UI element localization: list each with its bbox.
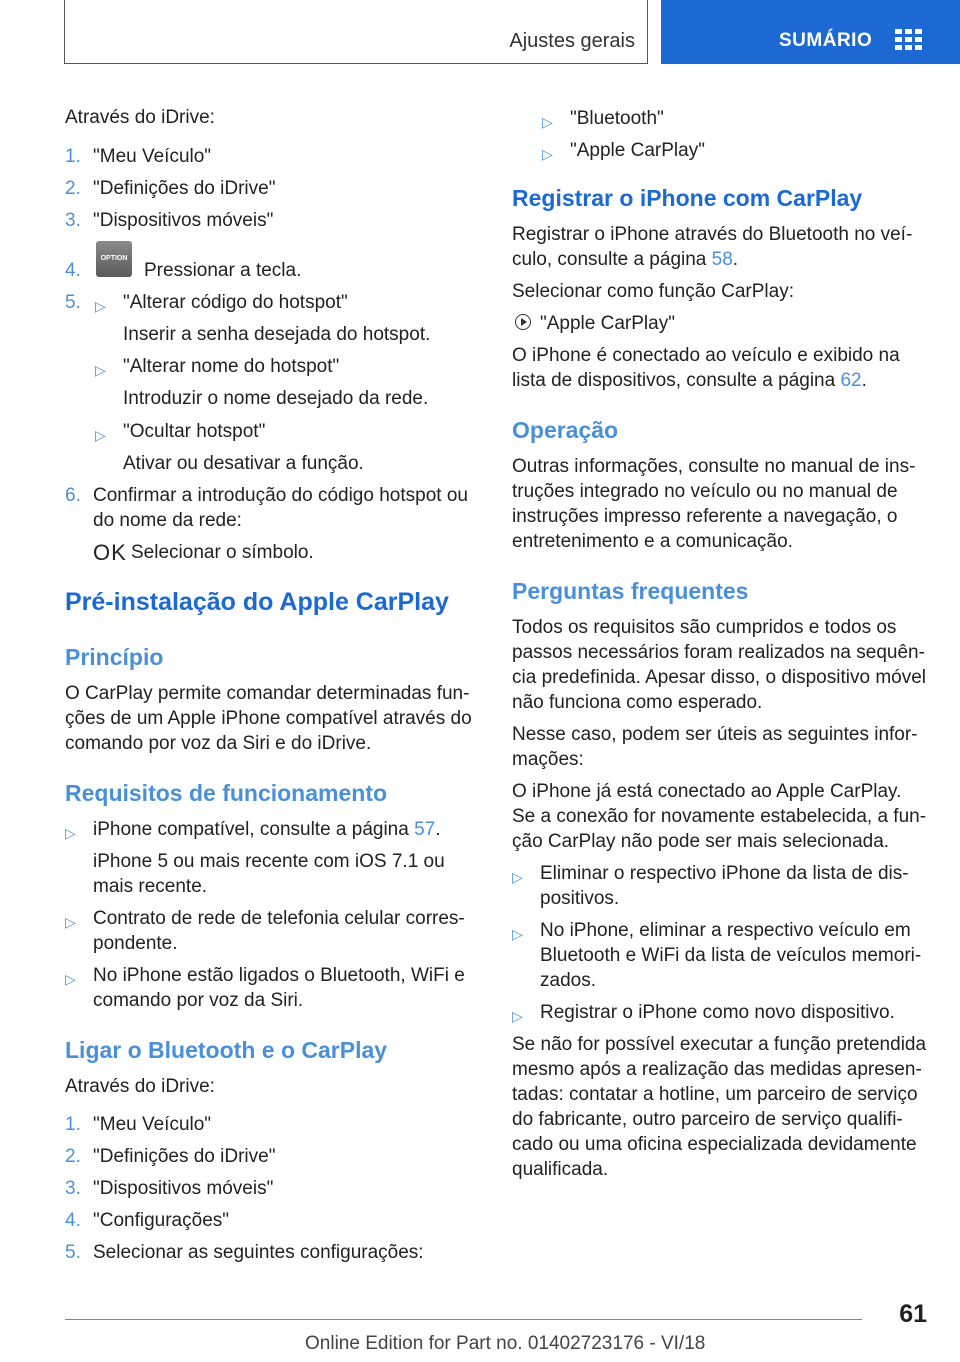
toc-button[interactable] — [661, 0, 960, 64]
play-icon — [515, 314, 531, 330]
heading-preinstallation: Pré-instalação do Apple CarPlay — [65, 588, 449, 616]
toc-button-label: SUMÁRIO — [779, 30, 873, 51]
faq-bullet: zados. — [540, 970, 596, 991]
carplay-option: "Apple CarPlay" — [540, 313, 675, 334]
step-desc: Inserir a senha desejada do hotspot. — [123, 324, 431, 345]
faq-end-line: do fabricante, outro parceiro de serviço qualifi- — [512, 1109, 903, 1130]
step-number: 5. — [65, 1242, 81, 1263]
faq-end-line: qualificada. — [512, 1159, 609, 1180]
page-link-58[interactable]: 58 — [711, 249, 733, 270]
heading-register-iphone: Registrar o iPhone com CarPlay — [512, 185, 863, 211]
step-number: 5. — [65, 292, 81, 313]
setting-option: "Bluetooth" — [570, 108, 664, 129]
faq-line: não funciona como esperado. — [512, 692, 763, 713]
principle-line: ções de um Apple iPhone compatível através do — [65, 708, 472, 729]
step-text: Confirmar a introdução do código hotspot ou — [93, 485, 468, 506]
edition-text: Online Edition for Part no. 01402723176 - VI/18 — [305, 1333, 706, 1354]
step-text: "Definições do iDrive" — [93, 178, 276, 199]
heading-operation: Operação — [512, 417, 619, 443]
principle-line: O CarPlay permite comandar determinadas fun- — [65, 683, 470, 704]
faq-bullet: Eliminar o respectivo iPhone da lista de dis- — [540, 863, 909, 884]
faq-bullet: positivos. — [540, 888, 620, 909]
step-text: "Alterar código do hotspot" — [123, 292, 348, 313]
select-carplay-text: Selecionar como função CarPlay: — [512, 281, 794, 302]
requirement-desc: iPhone 5 ou mais recente com iOS 7.1 ou — [93, 851, 445, 872]
faq-bullet: No iPhone, eliminar a respectivo veículo em — [540, 920, 911, 941]
triangle-bullet-icon: ▷ — [542, 146, 553, 162]
faq-line: Se a conexão for novamente estabelecida, a fun- — [512, 806, 927, 827]
step-number: 6. — [65, 485, 81, 506]
step-text: "Alterar nome do hotspot" — [123, 356, 340, 377]
requirement-text: iPhone compatível, consulte a página 57. — [93, 819, 441, 840]
setting-option: "Apple CarPlay" — [570, 140, 705, 161]
faq-end-line: cado ou uma oficina especializada devidamente — [512, 1134, 917, 1155]
operation-line: instruções impresso referente a navegação, o — [512, 506, 898, 527]
step-text: "Configurações" — [93, 1210, 230, 1231]
step-text: "Dispositivos móveis" — [93, 210, 274, 231]
header-section-box — [64, 0, 648, 64]
page-link-57[interactable]: 57 — [414, 819, 436, 840]
triangle-bullet-icon: ▷ — [65, 914, 76, 930]
step-desc: Ativar ou desativar a função. — [123, 453, 364, 474]
step-number: 1. — [65, 146, 81, 167]
operation-line: entretenimento e a comunicação. — [512, 531, 793, 552]
triangle-bullet-icon: ▷ — [65, 825, 76, 841]
step-number: 2. — [65, 1146, 81, 1167]
register-line: culo, consulte a página 58. — [512, 249, 739, 270]
step-number: 4. — [65, 1210, 81, 1231]
requirement-text: No iPhone estão ligados o Bluetooth, WiFi e — [93, 965, 465, 986]
step-text: do nome da rede: — [93, 510, 242, 531]
step-text: "Definições do iDrive" — [93, 1146, 276, 1167]
step-number: 3. — [65, 210, 81, 231]
step-desc: Introduzir o nome desejado da rede. — [123, 388, 429, 409]
faq-line: O iPhone já está conectado ao Apple CarPlay. — [512, 781, 902, 802]
faq-end-line: mesmo após a realização das medidas apresen- — [512, 1059, 922, 1080]
heading-connect-bluetooth: Ligar o Bluetooth e o CarPlay — [65, 1037, 388, 1063]
grid-icon — [895, 29, 922, 52]
triangle-bullet-icon: ▷ — [512, 926, 523, 942]
intro-text: Através do iDrive: — [65, 107, 215, 128]
heading-principle: Princípio — [65, 644, 164, 670]
step-text: "Ocultar hotspot" — [123, 421, 266, 442]
step-number: 2. — [65, 178, 81, 199]
triangle-bullet-icon: ▷ — [542, 114, 553, 130]
triangle-bullet-icon: ▷ — [95, 427, 106, 443]
option-key-icon: OPTION — [96, 241, 132, 277]
triangle-bullet-icon: ▷ — [512, 869, 523, 885]
triangle-bullet-icon: ▷ — [95, 298, 106, 314]
triangle-bullet-icon: ▷ — [65, 971, 76, 987]
step-text: "Meu Veículo" — [93, 1114, 212, 1135]
connection-line: O iPhone é conectado ao veículo e exibido na — [512, 345, 900, 366]
step-number: 1. — [65, 1114, 81, 1135]
footer-rule — [65, 1319, 862, 1320]
step-number: 4. — [65, 260, 81, 281]
ok-icon: OK — [93, 540, 127, 565]
faq-bullet: Bluetooth e WiFi da lista de veículos memori- — [540, 945, 922, 966]
step-text: "Dispositivos móveis" — [93, 1178, 274, 1199]
connection-line: lista de dispositivos, consulte a página 62. — [512, 370, 867, 391]
requirement-text: pondente. — [93, 933, 178, 954]
requirement-text: comando por voz da Siri. — [93, 990, 304, 1011]
principle-line: comando por voz da Siri e do iDrive. — [65, 733, 372, 754]
faq-end-line: Se não for possível executar a função pretendida — [512, 1034, 927, 1055]
faq-end-line: tadas: contatar a hotline, um parceiro de serviço — [512, 1084, 918, 1105]
page-number: 61 — [899, 1300, 927, 1328]
requirement-text: Contrato de rede de telefonia celular corres- — [93, 908, 465, 929]
step-text: "Meu Veículo" — [93, 146, 212, 167]
faq-line: Todos os requisitos são cumpridos e todos os — [512, 617, 897, 638]
step-number: 3. — [65, 1178, 81, 1199]
triangle-bullet-icon: ▷ — [95, 362, 106, 378]
faq-line: passos necessários foram realizados na sequên- — [512, 642, 925, 663]
operation-line: truções integrado no veículo ou no manual de — [512, 481, 898, 502]
step-text: Selecionar as seguintes configurações: — [93, 1242, 424, 1263]
faq-bullet: Registrar o iPhone como novo dispositivo. — [540, 1002, 895, 1023]
step-text: Pressionar a tecla. — [144, 260, 302, 281]
faq-line: mações: — [512, 749, 584, 770]
intro-text: Através do iDrive: — [65, 1076, 215, 1097]
triangle-bullet-icon: ▷ — [512, 1008, 523, 1024]
operation-line: Outras informações, consulte no manual de ins- — [512, 456, 916, 477]
step-desc: Selecionar o símbolo. — [131, 542, 314, 563]
faq-line: cia predefinida. Apesar disso, o dispositivo móvel — [512, 667, 927, 688]
register-line: Registrar o iPhone através do Bluetooth no veí- — [512, 224, 913, 245]
page-link-62[interactable]: 62 — [840, 370, 862, 391]
header-section-title: Ajustes gerais — [509, 30, 635, 52]
faq-line: Nesse caso, podem ser úteis as seguintes infor- — [512, 724, 918, 745]
faq-line: ção CarPlay não pode ser mais selecionada. — [512, 831, 890, 852]
heading-requirements: Requisitos de funcionamento — [65, 780, 388, 806]
requirement-desc: mais recente. — [93, 876, 208, 897]
heading-faq: Perguntas frequentes — [512, 578, 749, 604]
